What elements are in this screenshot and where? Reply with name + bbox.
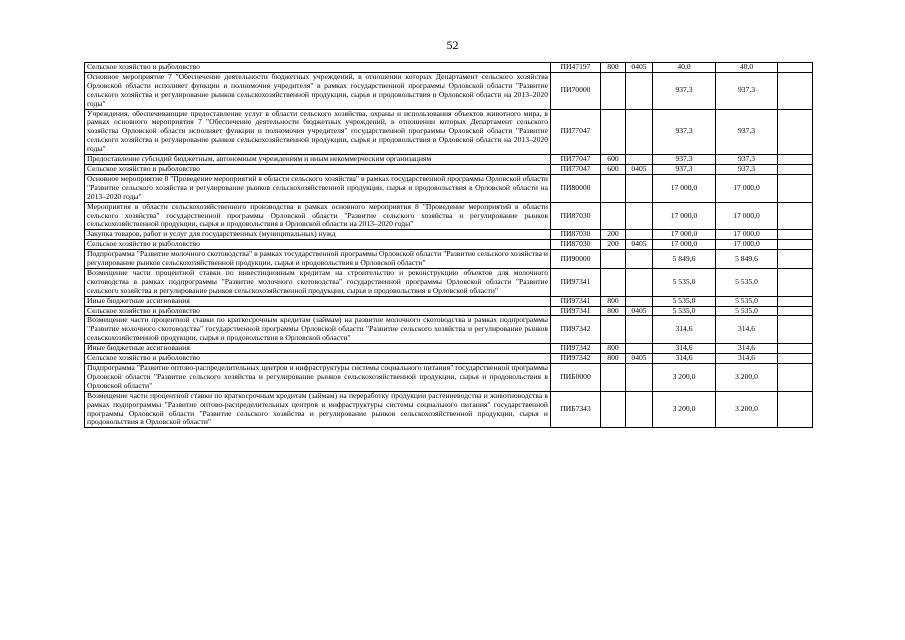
row-name: Иные бюджетные ассигнования xyxy=(85,296,551,306)
row-name: Учреждения, обеспечивающие предоставление услуг в области сельского хозяйства, охраны и использования объектов животного мира, в рамках основного мероприятия 7 "Обеспечение деятельности бюджетных учреждений, в отношении которых Департамент сельского хозяйства Орловской области исполняет функции и полномочия учредителя" государственной программы Орловской области "Развитие сельского хозяйства и регулирование рынков сельскохозяйственной продукции, сырья и продовольствия в Орловской области на 2013–2020 годы" xyxy=(85,109,551,155)
row-name: Возмещение части процентной ставки по краткосрочным кредитам (займам) на развитие молочного скотоводства в рамках подпрограммы "Развитие молочного скотоводства" государственной программы Орловской области "Развитие сельского хозяйства и регулирование рынков сельскохозяйственной продукции, сырья и продовольствия в Орловской области" xyxy=(85,316,551,344)
row-name: Сельское хозяйство и рыболовство xyxy=(85,63,551,73)
row-target-code: ПИ97342 xyxy=(551,354,601,364)
row-amount-1: 5 535,0 xyxy=(653,296,716,306)
row-name: Сельское хозяйство и рыболовство xyxy=(85,164,551,174)
row-extra xyxy=(778,230,813,240)
row-section-code: 0405 xyxy=(626,306,653,316)
row-extra xyxy=(778,72,813,109)
row-section-code: 0405 xyxy=(626,164,653,174)
budget-table-body xyxy=(85,63,813,428)
table-row xyxy=(85,306,813,316)
row-amount-2: 17 000,0 xyxy=(716,202,778,230)
row-amount-1: 5 535,0 xyxy=(653,306,716,316)
row-expense-type xyxy=(601,391,626,428)
row-target-code: ПИ87030 xyxy=(551,230,601,240)
row-amount-1: 3 200,0 xyxy=(653,364,716,392)
row-amount-1: 937,3 xyxy=(653,72,716,109)
row-name: Предоставление субсидий бюджетным, автономным учреждениям и иным некоммерческим организациям xyxy=(85,155,551,165)
row-amount-2: 314,6 xyxy=(716,354,778,364)
row-extra xyxy=(778,174,813,202)
table-row xyxy=(85,230,813,240)
row-extra xyxy=(778,316,813,344)
row-expense-type xyxy=(601,202,626,230)
row-amount-2: 5 535,0 xyxy=(716,268,778,296)
row-amount-2: 17 000,0 xyxy=(716,174,778,202)
row-section-code xyxy=(626,230,653,240)
table-row xyxy=(85,316,813,344)
table-row xyxy=(85,250,813,269)
row-expense-type xyxy=(601,316,626,344)
row-amount-2: 314,6 xyxy=(716,344,778,354)
row-target-code: ПИ77047 xyxy=(551,164,601,174)
row-extra xyxy=(778,63,813,73)
row-amount-2: 17 000,0 xyxy=(716,240,778,250)
row-extra xyxy=(778,391,813,428)
row-target-code: ПИ97342 xyxy=(551,344,601,354)
table-row xyxy=(85,296,813,306)
row-extra xyxy=(778,268,813,296)
row-expense-type: 200 xyxy=(601,230,626,240)
table-row xyxy=(85,364,813,392)
row-target-code: ПИ87030 xyxy=(551,202,601,230)
page-number: 52 xyxy=(446,38,459,52)
row-amount-1: 5 849,6 xyxy=(653,250,716,269)
table-row xyxy=(85,240,813,250)
row-expense-type xyxy=(601,250,626,269)
row-name: Основное мероприятие 8 "Проведение мероприятий в области сельского хозяйства" в рамках государственной программы Орловской области "Развитие сельского хозяйства и регулирование рынков сельскохозяйственной продукции, сырья и продовольствия в Орловской области на 2013–2020 годы" xyxy=(85,174,551,202)
row-amount-1: 17 000,0 xyxy=(653,174,716,202)
table-row xyxy=(85,354,813,364)
row-section-code xyxy=(626,364,653,392)
row-amount-1: 314,6 xyxy=(653,354,716,364)
row-amount-1: 17 000,0 xyxy=(653,230,716,240)
row-amount-1: 937,3 xyxy=(653,164,716,174)
row-expense-type xyxy=(601,174,626,202)
row-expense-type xyxy=(601,109,626,155)
row-target-code: ПИ77047 xyxy=(551,109,601,155)
row-expense-type: 800 xyxy=(601,354,626,364)
row-expense-type: 600 xyxy=(601,155,626,165)
row-name: Мероприятия в области сельскохозяйственного производства в рамках основного мероприятия 8 "Проведение мероприятий в области сельского хозяйства" государственной программы Орловской области "Развитие сельского хозяйства и регулирование рынков сельскохозяйственной продукции, сырья и продовольствия в Орловской области на 2013–2020 годы" xyxy=(85,202,551,230)
table-row xyxy=(85,155,813,165)
row-amount-2: 5 535,0 xyxy=(716,296,778,306)
row-section-code xyxy=(626,155,653,165)
budget-table xyxy=(84,62,813,428)
row-extra xyxy=(778,164,813,174)
row-name: Возмещение части процентной ставки по краткосрочным кредитам (займам) на переработку продукции растениеводства и животноводства в рамках подпрограммы "Развитие оптово-распределительных центров и инфраструктуры системы социального питания" государственной программы Орловской области "Развитие сельского хозяйства и регулирование рынков сельскохозяйственной продукции, сырья и продовольствия в Орловской области" xyxy=(85,391,551,428)
row-extra xyxy=(778,364,813,392)
row-section-code xyxy=(626,316,653,344)
row-extra xyxy=(778,155,813,165)
row-amount-1: 40,0 xyxy=(653,63,716,73)
row-amount-2: 3 200,0 xyxy=(716,364,778,392)
row-extra xyxy=(778,344,813,354)
row-amount-2: 937,3 xyxy=(716,72,778,109)
row-expense-type: 800 xyxy=(601,63,626,73)
row-extra xyxy=(778,109,813,155)
row-amount-1: 3 200,0 xyxy=(653,391,716,428)
row-section-code: 0405 xyxy=(626,354,653,364)
row-expense-type: 800 xyxy=(601,296,626,306)
row-section-code xyxy=(626,344,653,354)
row-expense-type xyxy=(601,364,626,392)
row-amount-2: 3 200,0 xyxy=(716,391,778,428)
row-target-code: ПИ97342 xyxy=(551,316,601,344)
row-expense-type: 800 xyxy=(601,344,626,354)
row-expense-type: 600 xyxy=(601,164,626,174)
row-amount-1: 937,3 xyxy=(653,109,716,155)
row-section-code xyxy=(626,109,653,155)
row-name: Иные бюджетные ассигнования xyxy=(85,344,551,354)
row-amount-1: 17 000,0 xyxy=(653,202,716,230)
row-target-code: ПИБ0000 xyxy=(551,364,601,392)
row-section-code xyxy=(626,202,653,230)
row-target-code: ПИ87030 xyxy=(551,240,601,250)
row-extra xyxy=(778,250,813,269)
row-amount-2: 314,6 xyxy=(716,316,778,344)
row-amount-2: 17 000,0 xyxy=(716,230,778,240)
row-extra xyxy=(778,202,813,230)
table-row xyxy=(85,164,813,174)
table-row xyxy=(85,344,813,354)
row-name: Возмещение части процентной ставки по инвестиционным кредитам на строительство и реконструкцию объектов для молочного скотоводства в рамках подпрограммы "Развитие молочного скотоводства" государственной программы Орловской области "Развитие сельского хозяйства и регулирование рынков сельскохозяйственной продукции, сырья и продовольствия в Орловской области" xyxy=(85,268,551,296)
row-amount-2: 40,0 xyxy=(716,63,778,73)
row-extra xyxy=(778,296,813,306)
row-name: Сельское хозяйство и рыболовство xyxy=(85,354,551,364)
table-row xyxy=(85,174,813,202)
row-name: Подпрограмма "Развитие молочного скотоводства" в рамках государственной программы Орловской области "Развитие сельского хозяйства и регулирование рынков сельскохозяйственной продукции, сырья и продовольствия в Орловской области" xyxy=(85,250,551,269)
row-section-code xyxy=(626,72,653,109)
row-section-code xyxy=(626,268,653,296)
row-amount-1: 314,6 xyxy=(653,344,716,354)
row-section-code xyxy=(626,174,653,202)
row-expense-type xyxy=(601,72,626,109)
row-target-code: ПИ77047 xyxy=(551,155,601,165)
row-name: Подпрограмма "Развитие оптово-распределительных центров и инфраструктуры системы социального питания" государственной программы Орловской области "Развитие сельского хозяйства и регулирование рынков сельскохозяйственной продукции, сырья и продовольствия в Орловской области" xyxy=(85,364,551,392)
row-expense-type: 800 xyxy=(601,306,626,316)
row-section-code xyxy=(626,296,653,306)
row-expense-type xyxy=(601,268,626,296)
row-target-code: ПИ47197 xyxy=(551,63,601,73)
row-name: Закупка товаров, работ и услуг для государственных (муниципальных) нужд xyxy=(85,230,551,240)
row-target-code: ПИ80000 xyxy=(551,174,601,202)
row-extra xyxy=(778,306,813,316)
row-amount-1: 314,6 xyxy=(653,316,716,344)
row-section-code: 0405 xyxy=(626,63,653,73)
row-target-code: ПИ97341 xyxy=(551,306,601,316)
row-amount-2: 937,3 xyxy=(716,164,778,174)
row-amount-1: 17 000,0 xyxy=(653,240,716,250)
row-section-code xyxy=(626,250,653,269)
row-extra xyxy=(778,240,813,250)
table-row xyxy=(85,72,813,109)
table-row xyxy=(85,63,813,73)
table-row xyxy=(85,109,813,155)
row-amount-1: 937,3 xyxy=(653,155,716,165)
row-name: Основное мероприятие 7 "Обеспечение деятельности бюджетных учреждений, в отношении которых Департамент сельского хозяйства Орловской области исполняет функции и полномочия учредителя" в рамках государственной программы Орловской области "Развитие сельского хозяйства и регулирование рынков сельскохозяйственной продукции, сырья и продовольствия в Орловской области на 2013–2020 годы" xyxy=(85,72,551,109)
row-amount-1: 5 535,0 xyxy=(653,268,716,296)
row-amount-2: 937,3 xyxy=(716,155,778,165)
row-target-code: ПИ97341 xyxy=(551,296,601,306)
table-row xyxy=(85,202,813,230)
row-amount-2: 5 535,0 xyxy=(716,306,778,316)
row-name: Сельское хозяйство и рыболовство xyxy=(85,240,551,250)
row-expense-type: 200 xyxy=(601,240,626,250)
row-amount-2: 937,3 xyxy=(716,109,778,155)
row-target-code: ПИ97341 xyxy=(551,268,601,296)
row-amount-2: 5 849,6 xyxy=(716,250,778,269)
row-extra xyxy=(778,354,813,364)
row-target-code: ПИ90000 xyxy=(551,250,601,269)
row-target-code: ПИБ7343 xyxy=(551,391,601,428)
table-row xyxy=(85,391,813,428)
row-section-code: 0405 xyxy=(626,240,653,250)
table-row xyxy=(85,268,813,296)
row-name: Сельское хозяйство и рыболовство xyxy=(85,306,551,316)
row-target-code: ПИ70000 xyxy=(551,72,601,109)
row-section-code xyxy=(626,391,653,428)
